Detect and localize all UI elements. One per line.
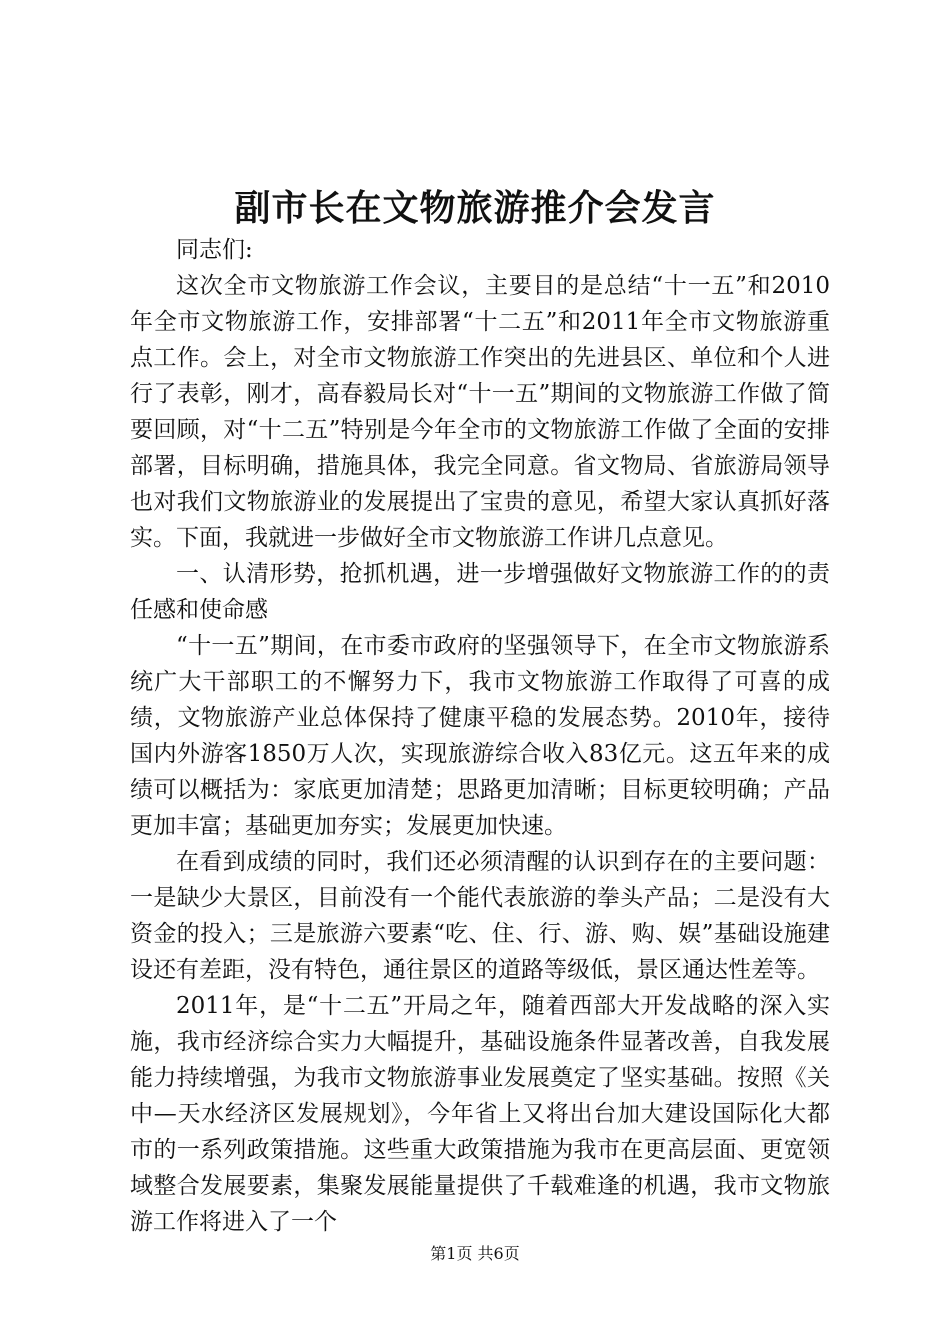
body-paragraph: 在看到成绩的同时，我们还必须清醒的认识到存在的主要问题：一是缺少大景区，目前没有一个能代表旅游的拳头产品；二是没有大资金的投入；三是旅游六要素“吃、住、行、游、购、娱”基础设施建设还有差距，没有特色，通往景区的道路等级低，景区通达性差等。 — [130, 849, 830, 983]
document-title: 副市长在文物旅游推介会发言 — [234, 187, 716, 229]
body-paragraph: 2011年，是“十二五”开局之年，随着西部大开发战略的深入实施，我市经济综合实力大幅提升，基础设施条件显著改善，自我发展能力持续增强，为我市文物旅游事业发展奠定了坚实基础。按照《关中—天水经济区发展规划》，今年省上又将出台加大建设国际化大都市的一系列政策措施。这些重大政策措施为我市在更高层面、更宽领域整合发展要素，集聚发展能量提供了千载难逢的机遇，我市文物旅游工作将进入了一个 — [130, 993, 830, 1235]
section-heading-paragraph: 一、认清形势，抢抓机遇，进一步增强做好文物旅游工作的的责任感和使命感 — [130, 561, 830, 623]
body-paragraph: 这次全市文物旅游工作会议，主要目的是总结“十一五”和2010年全市文物旅游工作，安排部署“十二五”和2011年全市文物旅游重点工作。会上，对全市文物旅游工作突出的先进县区、单位和个人进行了表彰，刚才，高春毅局长对“十一五”期间的文物旅游工作做了简要回顾，对“十二五”特别是今年全市的文物旅游工作做了全面的安排部署，目标明确，措施具体，我完全同意。省文物局、省旅游局领导也对我们文物旅游业的发展提出了宝贵的意见，希望大家认真抓好落实。下面，我就进一步做好全市文物旅游工作讲几点意见。 — [130, 273, 830, 551]
document-body — [130, 232, 830, 1240]
body-paragraph: “十一五”期间，在市委市政府的坚强领导下，在全市文物旅游系统广大干部职工的不懈努力下，我市文物旅游工作取得了可喜的成绩，文物旅游产业总体保持了健康平稳的发展态势。2010年，接待国内外游客1850万人次，实现旅游综合收入83亿元。这五年来的成绩可以概括为：家底更加清楚；思路更加清晰；目标更较明确；产品更加丰富；基础更加夯实；发展更加快速。 — [130, 633, 830, 839]
page-footer: 第1页 共6页 — [430, 1244, 520, 1263]
salutation-paragraph: 同志们: — [176, 237, 253, 263]
